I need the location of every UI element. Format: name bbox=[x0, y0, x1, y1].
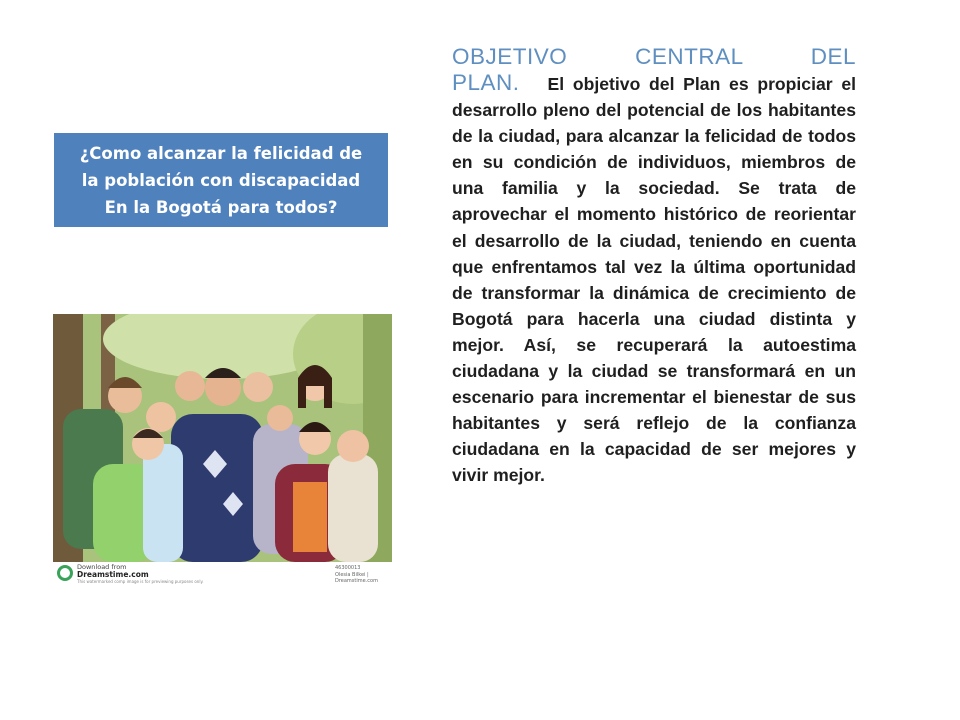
group-photo bbox=[53, 314, 392, 586]
image-id: 46300013 bbox=[335, 565, 361, 571]
question-box bbox=[54, 133, 388, 227]
question-line-1: ¿Como alcanzar la felicidad de bbox=[79, 143, 363, 163]
dreamstime-logo-icon bbox=[57, 565, 73, 581]
image-credit: Olesia Bilkei | Dreamstime.com bbox=[335, 572, 378, 584]
download-note: This watermarked comp image is for previewing purposes only. bbox=[77, 579, 204, 584]
question-text bbox=[80, 140, 363, 221]
watermark-footer bbox=[53, 562, 392, 586]
people-illustration bbox=[53, 314, 392, 562]
article-body bbox=[452, 70, 856, 489]
group-photo-scene bbox=[53, 314, 392, 562]
download-label: Download from bbox=[77, 563, 127, 571]
article-body-text: El objetivo del Plan es propiciar el desarrollo pleno del potencial de los habitantes de la ciudad, para alcanzar la felicidad de todos en su condición de individuos, miembros de una familia y la sociedad. Se trata de aprovechar el momento histórico de reorientar el desarrollo de la ciudad, teniendo en cuenta que enfrentamos tal vez la última oportunidad de transformar la dinámica de crecimiento de Bogotá para hacerla una ciudad distinta y mejor. Así, se recuperará la autoestima ciudadana y la ciudad se transformará en un escenario para incrementar el bienestar de sus habitantes y será reflejo de la confianza ciudadana en la capacidad de ser mejores y vivir mejor. bbox=[452, 74, 856, 486]
plan-objective-article bbox=[452, 44, 856, 489]
question-line-2: la población con discapacidad bbox=[81, 170, 361, 190]
question-line-3: En la Bogotá para todos? bbox=[104, 197, 338, 217]
article-title-line-1: OBJETIVO CENTRAL DEL bbox=[452, 44, 856, 69]
article-title-line-2: PLAN. bbox=[452, 70, 520, 95]
download-site: Dreamstime.com bbox=[77, 570, 149, 579]
